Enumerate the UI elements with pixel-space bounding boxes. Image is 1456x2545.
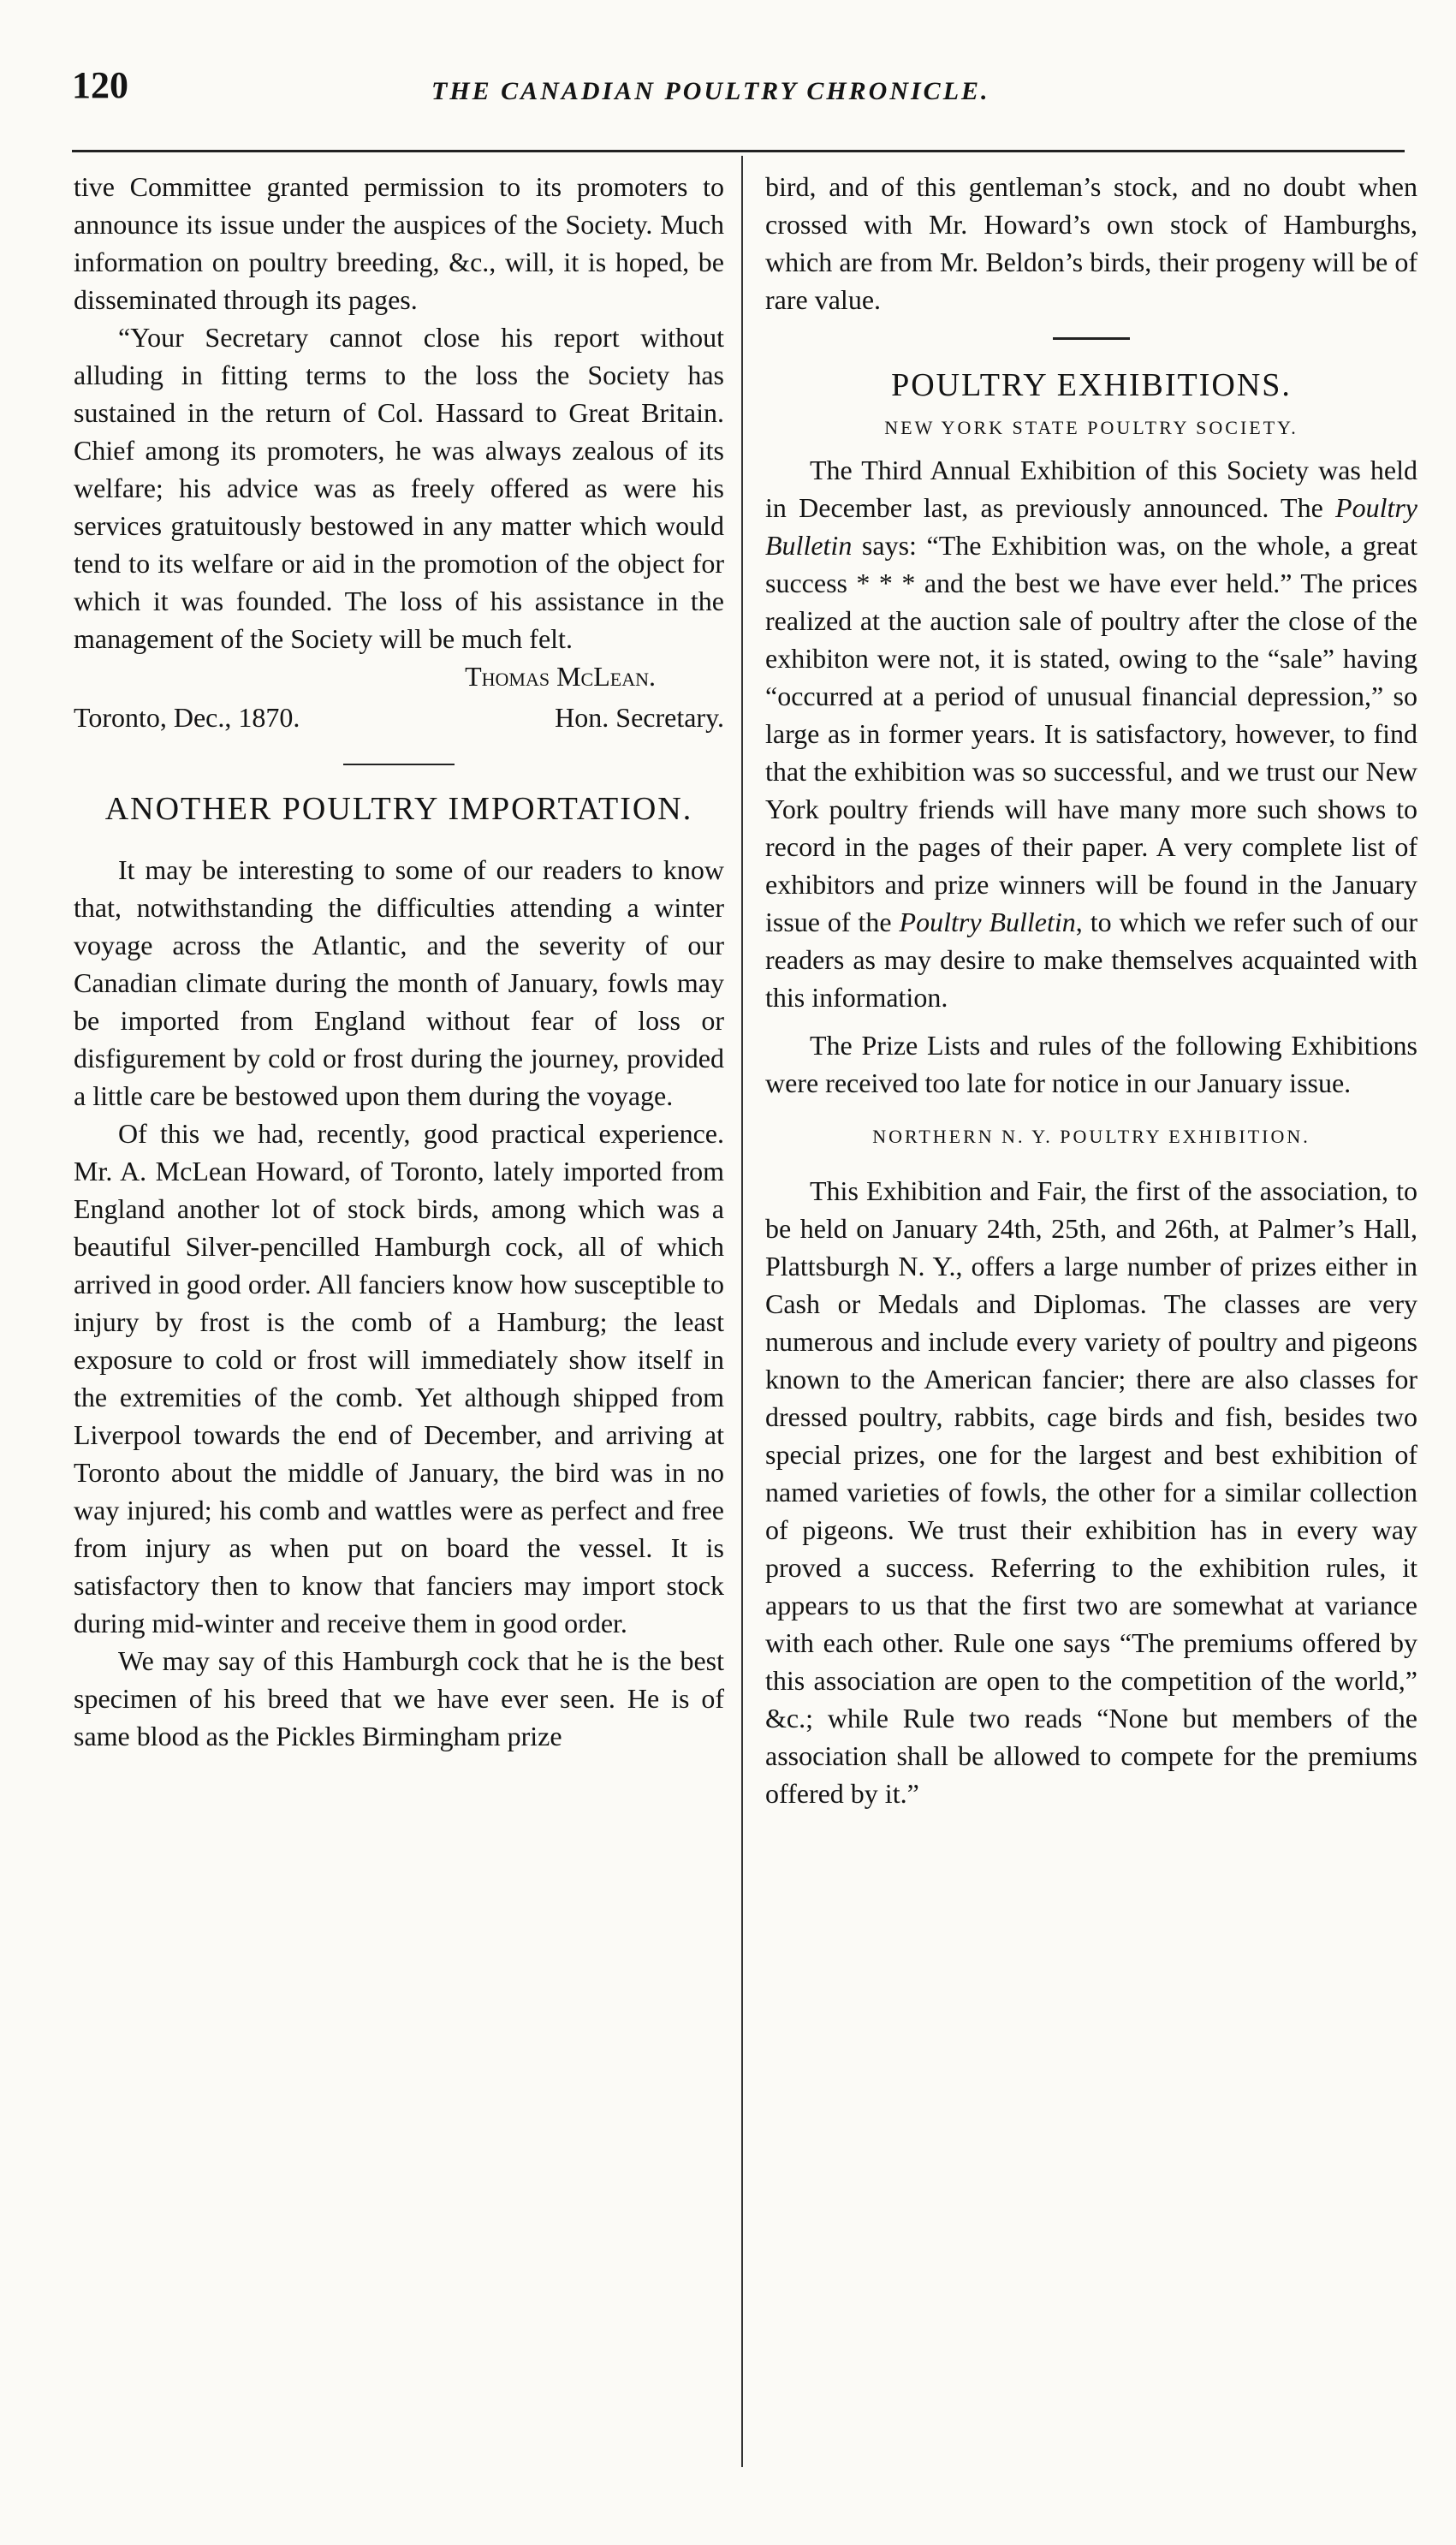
column-divider — [741, 156, 743, 2467]
right-paragraph-3: The Prize Lists and rules of the following Exhibitions were received too late for notice in our January issue. — [765, 1030, 1417, 1098]
dateline-title: Hon. Secretary. — [555, 702, 724, 733]
subheading-northern-ny: NORTHERN N. Y. POULTRY EXHIBITION. — [872, 1126, 1310, 1147]
right-paragraph-1: bird, and of this gentleman’s stock, and no doubt when crossed with Mr. Howard’s own stock of Hamburghs, which are from Mr. Beldon’s birds, their progeny will be of rare value. — [765, 171, 1417, 315]
left-paragraph-3: It may be interesting to some of our readers to know that, notwithstanding the difficulties attending a winter voyage across the Atlantic, and the severity of our Canadian climate during the month of January, fowls may be imported from England without fear of loss or disfigurement by cold or frost during the journey, provided a little care be bestowed upon them during the voyage. — [74, 854, 724, 1111]
subheading-new-york: NEW YORK STATE POULTRY SOCIETY. — [884, 417, 1299, 438]
section-rule — [1053, 337, 1130, 340]
article-heading-importation: ANOTHER POULTRY IMPORTATION. — [104, 791, 693, 827]
dateline — [74, 699, 724, 736]
right-paragraph-2-part-b: says: “The Exhibition was, on the whole, a great success * * * and the best we have ever held.” The prices realized at the auction sale of poultry after the close of the exhibiton were not, it is stated, owing to the “sale” having “occurred at a period of unusual financial depression,” so large as in former years. It is satisfactory, however, to find that the exhibition was so successful, and we trust our New York poultry friends will have many more such shows to record in the pages of their paper. A very complete list of exhibitors and prize winners will be found in the January issue of the — [765, 530, 1417, 937]
right-paragraph-2-part-c: , to which we refer such of our readers as may desire to make themselves acquainted with this information. — [765, 907, 1418, 1013]
header-rule — [72, 150, 1405, 152]
running-title: THE CANADIAN POULTRY CHRONICLE. — [431, 77, 990, 105]
signature-name: Thomas McLean. — [465, 661, 656, 692]
right-paragraph-2 — [765, 451, 1417, 1016]
article-heading-exhibitions: POULTRY EXHIBITIONS. — [891, 367, 1292, 403]
right-paragraph-2-part-a: The Third Annual Exhibition of this Society was held in December last, as previously announced. The — [765, 455, 1417, 523]
spacer — [765, 405, 1417, 415]
dateline-date: Toronto, Dec., 1870. — [74, 702, 300, 733]
spacer — [74, 829, 724, 851]
spacer — [765, 1102, 1417, 1124]
left-paragraph-1: tive Committee granted permission to its promoters to announce its issue under the auspices of the Society. Much information on poultry breeding, &c., will, it is hoped, be disseminated through its pages. — [74, 171, 724, 315]
spacer — [765, 1016, 1417, 1026]
right-paragraph-4: This Exhibition and Fair, the first of the association, to be held on January 24th, 25th, and 26th, at Palmer’s Hall, Plattsburgh N. Y., offers a large number of prizes either in Cash or Medals and Diplomas. The classes are very numerous and include every variety of poultry and pigeons known to the American fancier; there are also classes for dressed poultry, rabbits, cage birds and fish, besides two special prizes, one for the largest and best exhibition of named varieties of fowls, the other for a similar collection of pigeons. We trust their exhibition has in every way proved a success. Referring to the exhibition rules, it appears to us that the first two are somewhat at variance with each other. Rule one says “The premiums offered by this association are open to the competition of the world,” &c.; while Rule two reads “None but members of the association shall be allowed to compete for the premiums offered by it.” — [765, 1175, 1417, 1809]
spacer — [765, 441, 1417, 451]
left-column — [74, 168, 724, 1755]
left-paragraph-2: “Your Secretary cannot close his report without alluding in fitting terms to the loss the Society has sustained in the return of Col. Hassard to Great Britain. Chief among its promoters, he was always zealous of its welfare; his advice was as freely offered as were his services gratuitously bestowed in any matter which would tend to its welfare or aid in the promotion of the object for which it was founded. The loss of his assistance in the management of the Society will be much felt. — [74, 322, 724, 654]
publication-title: Poultry Bulletin — [899, 907, 1076, 937]
page-header — [72, 63, 1405, 123]
left-paragraph-5: We may say of this Hamburgh cock that he is the best specimen of his breed that we have ever seen. He is of same blood as the Pickles Birmingham prize — [74, 1645, 724, 1751]
section-rule — [343, 764, 455, 765]
page-number: 120 — [72, 64, 128, 106]
right-column — [765, 168, 1417, 1812]
left-paragraph-4: Of this we had, recently, good practical experience. Mr. A. McLean Howard, of Toronto, lately imported from England another lot of stock birds, among which was a beautiful Silver-pencilled Hamburgh cock, all of which arrived in good order. All fanciers know how susceptible to injury by frost is the comb of a Hamburg; the least exposure to cold or frost will immediately show itself in the extremities of the comb. Yet although shipped from Liverpool towards the end of December, and arriving at Toronto about the middle of January, the bird was in no way injured; his comb and wattles were as perfect and free from injury as when put on board the vessel. It is satisfactory then to know that fanciers may import stock during mid-winter and receive them in good order. — [74, 1118, 724, 1638]
spacer — [765, 1150, 1417, 1172]
publication-title: Poultry Bulletin — [765, 492, 1417, 561]
